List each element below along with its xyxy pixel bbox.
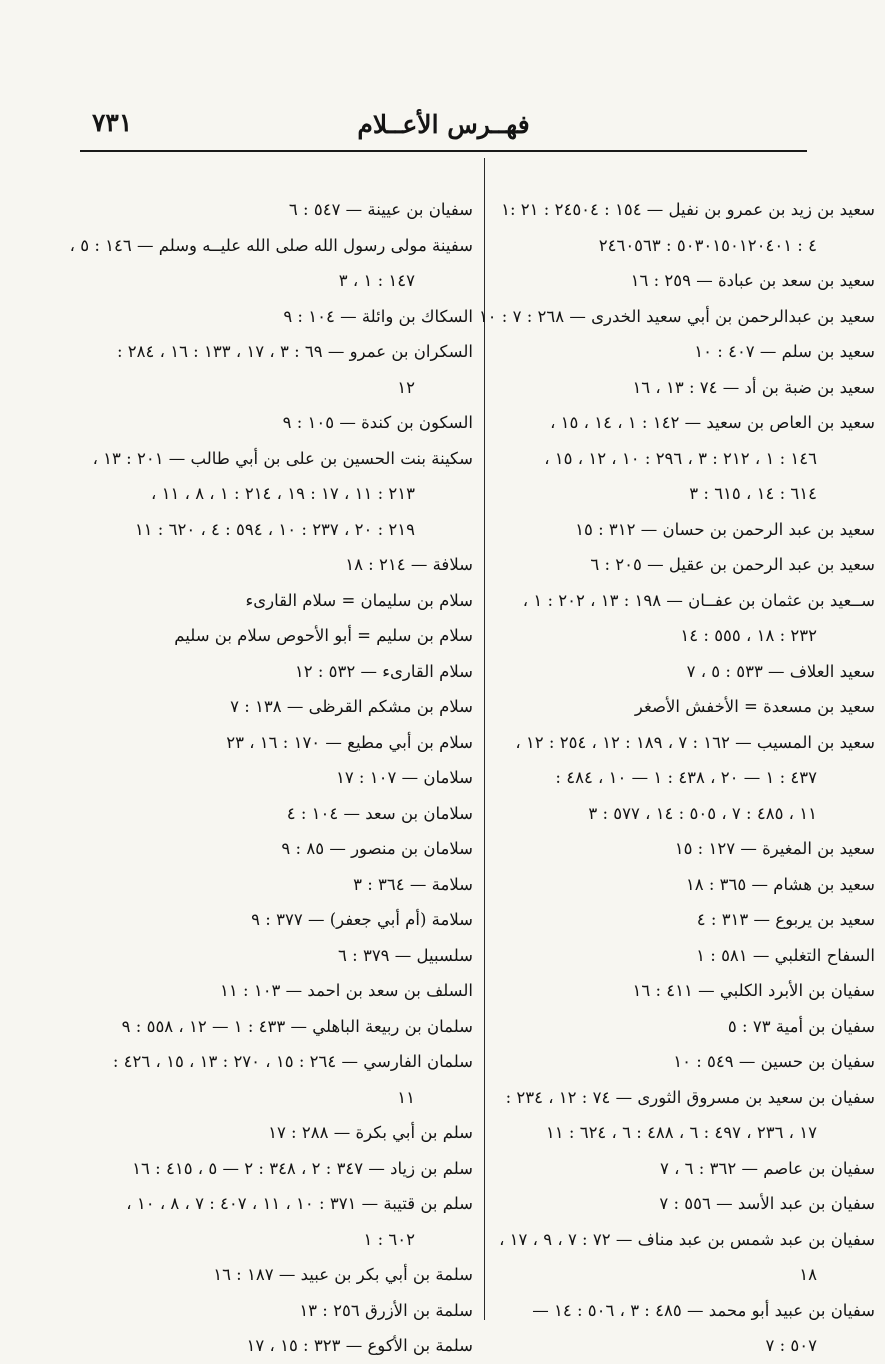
- index-entry-continuation: ٦١٤ : ١٤ ، ٦١٥ : ٣: [689, 484, 817, 503]
- index-entry: السلف بن سعد بن احمد — ١٠٣ : ١١: [220, 981, 473, 1000]
- index-entry: سفيان بن عاصم — ٣٦٢ : ٦ ، ٧: [659, 1158, 875, 1178]
- index-entry: ســعيد بن عثمان بن عفــان — ١٩٨ : ١٣ ، ٢٠٢ : ١ ،: [522, 590, 875, 610]
- index-entry: سعيد بن يربوع — ٣١٣ : ٤: [696, 910, 875, 929]
- index-entry: سفيان بن حسين — ٥٤٩ : ١٠: [673, 1052, 875, 1071]
- index-entry: سلم بن زياد — ٣٤٧ : ٢ ، ٣٤٨ : ٢ — ٥ ، ٤١٥ : ١٦: [132, 1158, 473, 1178]
- index-entry: سعيد بن العاص بن سعيد — ١٤٢ : ١ ، ١٤ ، ١٥ ،: [550, 413, 875, 432]
- index-entry: سفيان بن عبد الأسد — ٥٥٦ : ٧: [659, 1194, 875, 1213]
- index-entry: السكون بن كندة — ١٠٥ : ٩: [282, 413, 473, 432]
- index-entry: سعيد بن سلم — ٤٠٧ : ١٠: [694, 342, 875, 361]
- index-entry: سكينة بنت الحسين بن على بن أبي طالب — ٢٠١ : ١٣ ،: [92, 448, 473, 468]
- index-entry: سفيان بن الأبرد الكلبي — ٤١١ : ١٦: [632, 981, 875, 1000]
- index-entry: سعيد العلاف — ٥٣٣ : ٥ ، ٧: [686, 661, 875, 681]
- index-entry: سفيان بن عبيد أبو محمد — ٤٨٥ : ٣ ، ٥٠٦ : ١٤ —: [532, 1300, 875, 1320]
- index-entry: سعيد بن ضبة بن أد — ٧٤ : ١٣ ، ١٦: [632, 377, 875, 397]
- index-entry-continuation: ١٢: [397, 377, 415, 397]
- index-entry: سعيد بن عبدالرحمن بن أبي سعيد الخدرى — ٢٦٨ : ٧ : ١٠: [478, 306, 875, 326]
- index-entry: سلامة — ٣٦٤ : ٣: [353, 874, 473, 894]
- index-entry-continuation: ٦٠٢ : ١: [363, 1229, 415, 1249]
- index-entry: سفيان بن عيينة — ٥٤٧ : ٦: [288, 200, 473, 219]
- index-entry: السكاك بن وائلة — ١٠٤ : ٩: [283, 306, 473, 326]
- index-entry: سعيد بن زيد بن عمرو بن نفيل — ١٥٤ : ٢٤٥٠٤ : ٢١ :١: [501, 200, 875, 219]
- index-entry-continuation: ١٧ ، ٢٣٦ ، ٤٩٧ : ٦ ، ٤٨٨ : ٦ ، ٦٢٤ : ١١: [545, 1123, 817, 1142]
- index-entry: سلسبيل — ٣٧٩ : ٦: [338, 945, 473, 965]
- index-entry: سلم بن قتيبة — ٣٧١ : ١٠ ، ١١ ، ٤٠٧ : ٧ ، ٨ ، ١٠ ،: [126, 1194, 473, 1213]
- index-entry: سلام بن مشكم القرظى — ١٣٨ : ٧: [230, 697, 473, 716]
- index-entry: سلام بن أبي مطيع — ١٧٠ : ١٦ ، ٢٣: [226, 732, 473, 752]
- index-entry: سلمة بن أبي بكر بن عبيد — ١٨٧ : ١٦: [213, 1265, 473, 1284]
- index-entry: سفيان بن أمية ٧٣ : ٥: [727, 1016, 875, 1036]
- index-entry: سلافة — ٢١٤ : ١٨: [345, 555, 473, 574]
- index-entry-continuation: ١٤٧ : ١ ، ٣: [338, 271, 415, 290]
- index-entry: سلمة بن الأزرق ٢٥٦ : ١٣: [299, 1300, 473, 1320]
- index-entry-continuation: ١١: [397, 1087, 415, 1107]
- index-entry-continuation: ٤ : ٥٠٣٠١٥٠١٢٠٤٠١ : ٢٤٦٠٥٦٣: [598, 235, 817, 255]
- index-entry: سلامان — ١٠٧ : ١٧: [335, 768, 473, 787]
- index-entry: سلام بن سليم = أبو الأحوص سلام بن سليم: [174, 626, 473, 645]
- index-entry: سلم بن أبي بكرة — ٢٨٨ : ١٧: [268, 1123, 473, 1142]
- index-entry: سفينة مولى رسول الله صلى الله عليــه وسلم — ١٤٦ : ٥ ،: [69, 235, 473, 255]
- running-title: فهــرس الأعــلام: [357, 110, 530, 139]
- index-entry: سعيد بن المغيرة — ١٢٧ : ١٥: [674, 839, 875, 858]
- index-entry: سفيان بن عبد شمس بن عبد مناف — ٧٢ : ٧ ، ٩ ، ١٧ ،: [499, 1229, 875, 1249]
- index-entry: السكران بن عمرو — ٦٩ : ٣ ، ١٧ ، ١٣٣ : ١٦ ، ٢٨٤ :: [116, 342, 473, 361]
- index-entry-continuation: ١٤٦ : ١ ، ٢١٢ : ٣ ، ٢٩٦ : ١٠ ، ١٢ ، ١٥ ،: [544, 448, 817, 468]
- index-entry-continuation: ٢١٣ : ١١ ، ١٧ : ١٩ ، ٢١٤ : ١ ، ٨ ، ١١ ،: [151, 484, 415, 503]
- index-entry-continuation: ١٨: [799, 1265, 817, 1284]
- index-entry-continuation: ١١ ، ٤٨٥ : ٧ ، ٥٠٥ : ١٤ ، ٥٧٧ : ٣: [588, 803, 817, 823]
- index-entry-continuation: ٥٠٧ : ٧: [765, 1336, 817, 1355]
- index-entry: سعيد بن عبد الرحمن بن حسان — ٣١٢ : ١٥: [575, 519, 875, 539]
- index-entry: سلام بن سليمان = سلام القارىء: [245, 590, 473, 610]
- index-entry: سعيد بن هشام — ٣٦٥ : ١٨: [685, 874, 875, 894]
- index-entry: سعيد بن عبد الرحمن بن عقيل — ٢٠٥ : ٦: [590, 555, 875, 574]
- page-header: [80, 104, 807, 152]
- index-entry: سلمة بن الأكوع — ٣٢٣ : ١٥ ، ١٧: [246, 1336, 473, 1355]
- index-entry: سلمان بن ربيعة الباهلي — ٤٣٣ : ١ — ١٢ ، ٥٥٨ : ٩: [121, 1016, 473, 1036]
- index-entry: سعيد بن سعد بن عبادة — ٢٥٩ : ١٦: [630, 271, 875, 290]
- index-entry: سعيد بن المسيب — ١٦٢ : ٧ ، ١٨٩ : ١٢ ، ٢٥٤ : ١٢ ،: [515, 732, 875, 752]
- index-entry: سلامان بن منصور — ٨٥ : ٩: [281, 839, 473, 858]
- index-entry: السفاح التغلبي — ٥٨١ : ١: [696, 945, 875, 965]
- index-column-left: [69, 192, 473, 1364]
- index-entry-continuation: ٢١٩ : ٢٠ ، ٢٣٧ : ١٠ ، ٥٩٤ : ٤ ، ٦٢٠ : ١١: [134, 519, 415, 539]
- index-entry: سفيان بن سعيد بن مسروق الثورى — ٧٤ : ١٢ ، ٢٣٤ :: [505, 1087, 875, 1107]
- page-number: ٧٣١: [92, 108, 133, 137]
- index-entry: سعيد بن مسعدة = الأخفش الأصغر: [634, 697, 875, 716]
- index-entry: سلام القارىء — ٥٣٢ : ١٢: [294, 661, 473, 681]
- index-entry: سلامان بن سعد — ١٠٤ : ٤: [286, 803, 473, 823]
- index-column-right: [478, 192, 875, 1364]
- index-entry-continuation: ٢٣٢ : ١٨ ، ٥٥٥ : ١٤: [680, 626, 817, 645]
- index-entry-continuation: ٤٣٧ : ١ — ٢٠ ، ٤٣٨ : ١ — ١٠ ، ٤٨٤ :: [555, 768, 817, 787]
- index-entry: سلمان الفارسي — ٢٦٤ : ١٥ ، ٢٧٠ : ١٣ ، ١٥ ، ٤٢٦ :: [112, 1052, 473, 1071]
- index-entry: سلامة (أم أبي جعفر) — ٣٧٧ : ٩: [251, 910, 473, 929]
